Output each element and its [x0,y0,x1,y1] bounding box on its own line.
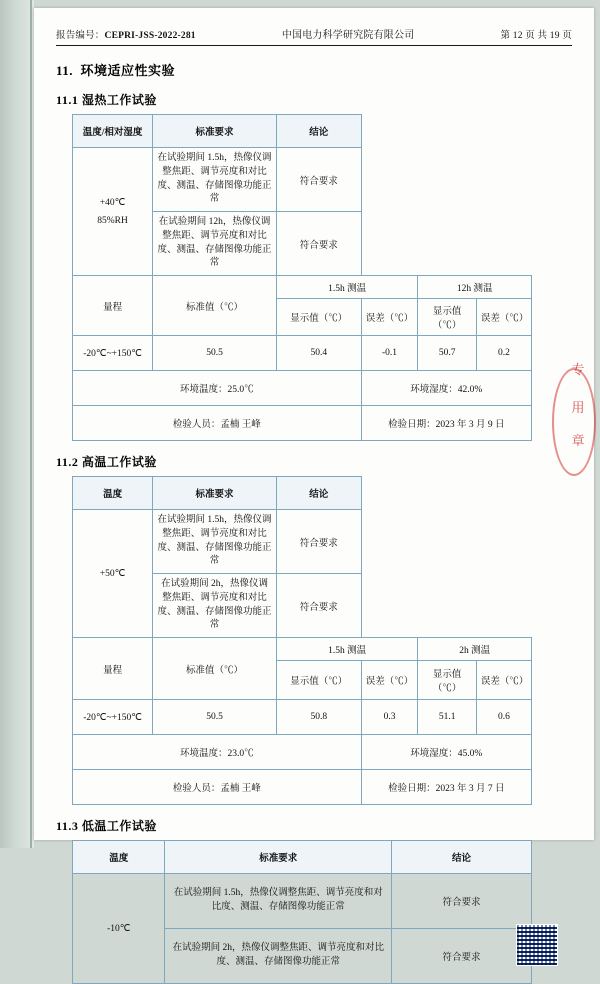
table-row [73,148,532,212]
col-requirement: 标准要求 [165,841,392,874]
cell-condition [73,148,153,276]
cell-requirement-1: 在试验期间 1.5h，热像仪调整焦距、调节亮度和对比度、测温、存储图像功能正常 [165,874,392,929]
cell-requirement-2: 在试验期间 2h，热像仪调整焦距、调节亮度和对比度、测温、存储图像功能正常 [153,574,277,638]
subsection-title-2: 11.2 高温工作试验 [56,455,157,470]
table-row [73,770,532,805]
cell-condition: +50℃ [73,510,153,638]
report-number [56,27,196,41]
cell-error-1: 误差（℃） [361,299,418,336]
col-condition: 温度 [73,841,165,874]
condition-temp: +40℃ [99,198,126,209]
cell-display-value-2: 50.7 [418,336,476,371]
cell-result-1: 符合要求 [276,148,361,212]
cell-measure-1: 1.5h 测温 [276,276,418,299]
table-humid-heat [72,114,532,441]
cell-range-value: -20℃~+150℃ [73,336,153,371]
table-row [73,841,532,874]
cell-error-2: 误差（℃） [476,661,531,700]
subsection-title-1: 11.1 湿热工作试验 [56,93,157,107]
cell-range-label: 量程 [73,638,153,700]
document-page [34,8,594,968]
cell-error-value-2: 0.6 [476,700,531,735]
col-conclusion: 结论 [392,841,532,874]
organization-name: 中国电力科学研究院有限公司 [281,30,415,41]
table-row [73,406,532,441]
table-row [73,638,532,661]
cell-standard-value: 50.5 [153,700,277,735]
cell-result-2: 符合要求 [276,212,361,276]
cell-error-value-2: 0.2 [476,336,531,371]
section-number: 11. [56,63,74,78]
cell-env-temp: 环境温度：25.0℃ [73,371,362,406]
qr-code [516,924,558,966]
table-row [73,735,532,770]
cell-result-1: 符合要求 [392,874,532,929]
cell-measure-2: 12h 测温 [418,276,532,299]
table-row [73,477,532,510]
cell-requirement-1: 在试验期间 1.5h，热像仪调整焦距、调节亮度和对比度、测温、存储图像功能正常 [153,148,277,212]
cell-result-2: 符合要求 [276,574,361,638]
cell-display-1: 显示值（℃） [276,661,361,700]
cell-error-value-1: -0.1 [361,336,418,371]
stamp-char-3: 章 [571,433,585,448]
subsection-title-3: 11.3 低温工作试验 [56,819,157,834]
table-row [73,371,532,406]
cell-inspector: 检验人员：孟楠 王峰 [73,770,362,805]
condition-humidity: 85%RH [97,216,128,227]
binder-line [30,0,32,848]
cell-display-value-2: 51.1 [418,700,476,735]
cell-measure-2: 2h 测温 [418,638,532,661]
table-row [73,276,532,299]
cell-standard-value: 50.5 [153,336,277,371]
cell-inspector: 检验人员：孟楠 王峰 [73,406,362,441]
table-row [73,510,532,574]
cell-standard-label: 标准值（℃） [153,638,277,700]
cell-env-humidity: 环境湿度：45.0% [361,735,531,770]
table-high-temp [72,476,532,805]
cell-requirement-2: 在试验期间 12h，热像仪调整焦距、调节亮度和对比度、测温、存储图像功能正常 [153,212,277,276]
table-low-temp [72,840,532,984]
col-condition: 温度/相对湿度 [73,115,153,148]
cell-error-2: 误差（℃） [476,299,531,336]
cell-display-2: 显示值（℃） [418,299,476,336]
cell-error-value-1: 0.3 [361,700,418,735]
header-divider [56,45,572,46]
cell-env-temp: 环境温度：23.0℃ [73,735,362,770]
cell-date: 检验日期：2023 年 3 月 9 日 [361,406,531,441]
col-conclusion: 结论 [276,115,361,148]
cell-measure-1: 1.5h 测温 [276,638,418,661]
cell-env-humidity: 环境湿度：42.0% [361,371,531,406]
official-stamp [556,360,600,480]
col-condition: 温度 [73,477,153,510]
cell-condition: -10℃ [73,874,165,984]
cell-requirement-1: 在试验期间 1.5h，热像仪调整焦距、调节亮度和对比度、测温、存储图像功能正常 [153,510,277,574]
col-conclusion: 结论 [276,477,361,510]
cell-standard-label: 标准值（℃） [153,276,277,336]
cell-display-value-1: 50.8 [276,700,361,735]
stamp-char-2: 用 [571,399,585,415]
cell-requirement-2: 在试验期间 2h，热像仪调整焦距、调节亮度和对比度、测温、存储图像功能正常 [165,929,392,984]
cell-range-value: -20℃~+150℃ [73,700,153,735]
report-number-label: 报告编号： [56,31,105,41]
cell-result-1: 符合要求 [276,510,361,574]
stamp-char-1: 专 [571,362,585,377]
cell-result-2: 符合要求 [392,929,532,984]
table-row [73,336,532,371]
col-requirement: 标准要求 [153,477,277,510]
section-title [56,60,572,79]
page-header [56,26,572,41]
table-row [73,115,532,148]
cell-display-1: 显示值（℃） [276,299,361,336]
section-title-text: 环境适应性实验 [80,63,176,78]
page-indicator: 第 12 页 共 19 页 [500,31,572,41]
cell-display-2: 显示值（℃） [418,661,476,700]
col-requirement: 标准要求 [153,115,277,148]
cell-error-1: 误差（℃） [361,661,418,700]
binder-edge [0,0,34,848]
page-content [56,26,572,984]
table-row [73,874,532,929]
cell-range-label: 量程 [73,276,153,336]
report-number-value: CEPRI-JSS-2022-281 [104,31,196,41]
cell-date: 检验日期：2023 年 3 月 7 日 [361,770,531,805]
cell-display-value-1: 50.4 [276,336,361,371]
table-row [73,700,532,735]
